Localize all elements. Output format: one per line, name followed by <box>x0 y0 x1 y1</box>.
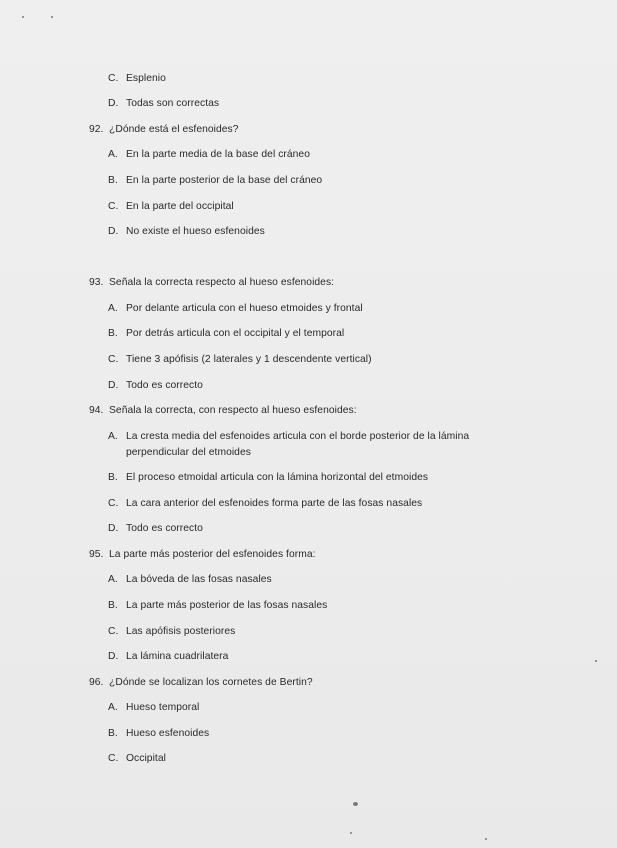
option-text: Esplenio <box>126 73 166 84</box>
option-text: Por delante articula con el hueso etmoides y frontal <box>126 303 363 314</box>
option-text: Por detrás articula con el occipital y el temporal <box>126 328 345 339</box>
question-text: ¿Dónde está el esfenoides? <box>109 124 239 135</box>
option-96a <box>108 701 199 714</box>
question-94 <box>89 404 357 417</box>
option-label: D. <box>108 226 119 237</box>
option-text: Las apófisis posteriores <box>126 626 236 637</box>
scan-speck <box>595 660 597 662</box>
question-text: Señala la correcta, con respecto al hueso esfenoides: <box>109 405 357 416</box>
option-label: B. <box>108 728 118 739</box>
option-label: B. <box>108 600 118 611</box>
scan-speck <box>485 838 487 840</box>
option-label: A. <box>108 702 118 713</box>
option-text: El proceso etmoidal articula con la lámina horizontal del etmoides <box>126 472 429 483</box>
option-label: B. <box>108 472 118 483</box>
question-number: 93. <box>89 277 104 288</box>
option-text: Hueso esfenoides <box>126 728 210 739</box>
option-95d <box>108 650 228 663</box>
option-label: A. <box>108 431 118 442</box>
option-text: perpendicular del etmoides <box>126 447 251 458</box>
option-label: C. <box>108 753 119 764</box>
option-label: D. <box>108 523 119 534</box>
option-text: Todo es correcto <box>126 523 203 534</box>
question-92 <box>89 123 239 136</box>
option-label: C. <box>108 626 119 637</box>
option-text: Todas son correctas <box>126 98 220 109</box>
option-94c <box>108 497 422 510</box>
option-95c <box>108 625 235 638</box>
option-label: C. <box>108 498 119 509</box>
option-text: La lámina cuadrilatera <box>126 651 229 662</box>
option-94b <box>108 471 428 484</box>
option-text: En la parte del occipital <box>126 201 234 212</box>
option-text: En la parte posterior de la base del cráneo <box>126 175 323 186</box>
option-95a <box>108 573 272 586</box>
option-text: La bóveda de las fosas nasales <box>126 574 272 585</box>
option-text: Todo es correcto <box>126 380 203 391</box>
option-92a <box>108 148 310 161</box>
scan-speck <box>350 832 352 834</box>
option-label: B. <box>108 175 118 186</box>
option-label: D. <box>108 651 119 662</box>
option-92b <box>108 174 322 187</box>
question-96 <box>89 676 313 689</box>
option-text: Hueso temporal <box>126 702 200 713</box>
option-94a <box>108 430 469 443</box>
question-number: 96. <box>89 677 104 688</box>
option-91c <box>108 72 166 85</box>
option-91d <box>108 97 219 110</box>
option-93c <box>108 353 372 366</box>
option-text: Occipital <box>126 753 166 764</box>
question-number: 95. <box>89 549 104 560</box>
option-96c <box>108 752 166 765</box>
option-93a <box>108 302 363 315</box>
option-93d <box>108 379 203 392</box>
scan-speck <box>51 16 53 18</box>
option-label: D. <box>108 380 119 391</box>
option-text: La parte más posterior de las fosas nasales <box>126 600 328 611</box>
option-label: A. <box>108 149 118 160</box>
question-95 <box>89 548 316 561</box>
question-text: Señala la correcta respecto al hueso esfenoides: <box>109 277 335 288</box>
option-label: D. <box>108 98 119 109</box>
option-label: C. <box>108 73 119 84</box>
option-94a-continuation <box>108 446 251 459</box>
option-93b <box>108 327 344 340</box>
option-92d <box>108 225 265 238</box>
option-94d <box>108 522 203 535</box>
question-number: 94. <box>89 405 104 416</box>
option-text: Tiene 3 apófisis (2 laterales y 1 descendente vertical) <box>126 354 372 365</box>
scan-speck <box>22 16 24 18</box>
option-label: C. <box>108 201 119 212</box>
scan-speck <box>353 802 358 806</box>
question-text: ¿Dónde se localizan los cornetes de Bertin? <box>109 677 313 688</box>
option-96b <box>108 727 209 740</box>
option-label: B. <box>108 328 118 339</box>
option-92c <box>108 200 234 213</box>
question-93 <box>89 276 334 289</box>
option-label: A. <box>108 303 118 314</box>
option-label: A. <box>108 574 118 585</box>
question-text: La parte más posterior del esfenoides forma: <box>109 549 316 560</box>
option-text: La cara anterior del esfenoides forma parte de las fosas nasales <box>126 498 423 509</box>
option-label: C. <box>108 354 119 365</box>
option-text: No existe el hueso esfenoides <box>126 226 265 237</box>
question-number: 92. <box>89 124 104 135</box>
option-95b <box>108 599 327 612</box>
option-text: En la parte media de la base del cráneo <box>126 149 310 160</box>
option-text: La cresta media del esfenoides articula con el borde posterior de la lámina <box>126 431 470 442</box>
